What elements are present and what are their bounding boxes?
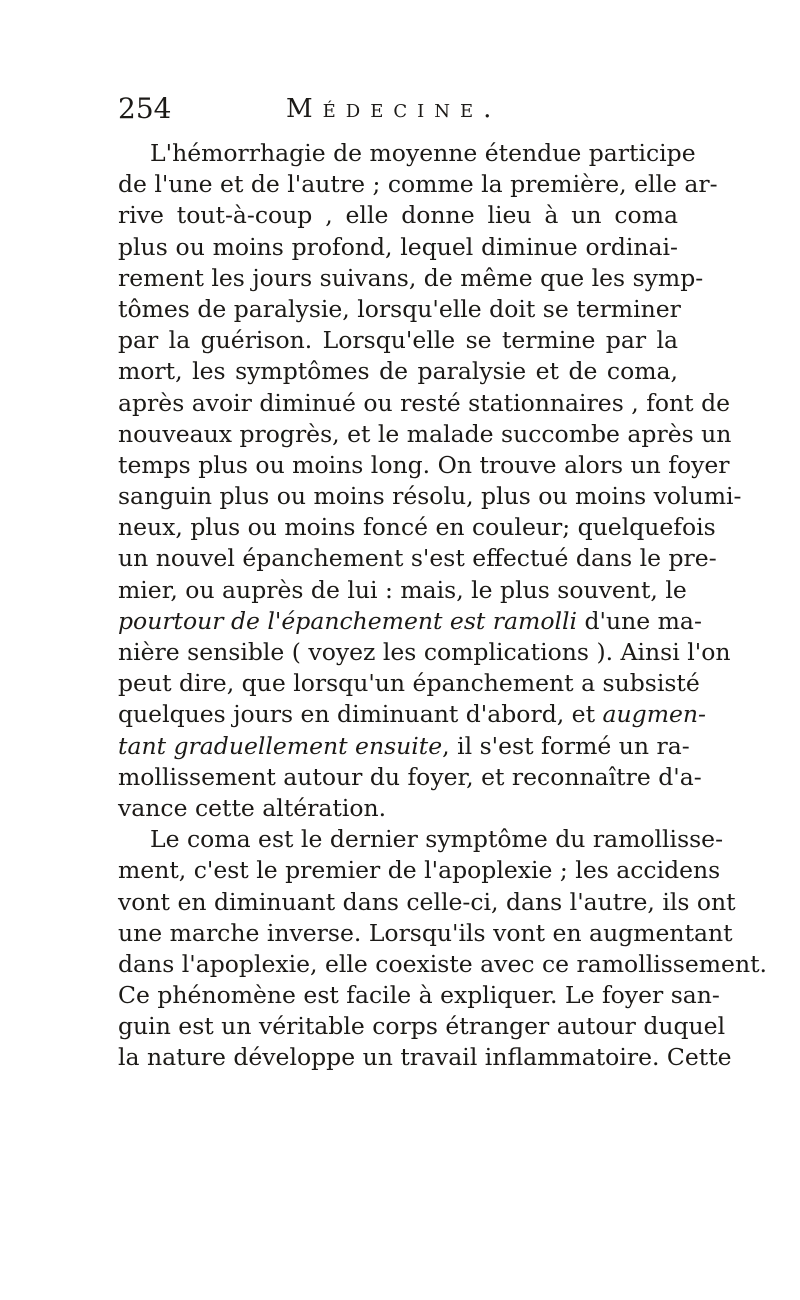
italic-text: augmen- xyxy=(602,700,706,729)
page-header xyxy=(118,92,698,132)
running-head: Médecine. xyxy=(286,94,502,124)
text-line: mier, ou auprès de lui : mais, le plus souvent, le xyxy=(118,575,687,604)
italic-text: pourtour de l'épanchement est ramolli xyxy=(118,606,578,635)
text-line: par la guérison. Lorsqu'elle se termine par la xyxy=(118,326,678,355)
italic-text: tant graduellement ensuite xyxy=(118,731,443,760)
text-line: rive tout-à-coup , elle donne lieu à un coma xyxy=(118,201,678,230)
text-line: Ce phénomène est facile à expliquer. Le foyer san- xyxy=(118,981,720,1010)
text-line: ment, c'est le premier de l'apoplexie ; les accidens xyxy=(118,856,721,885)
text-line: L'hémorrhagie de moyenne étendue participe xyxy=(150,139,696,167)
text-line: nière sensible ( voyez les complications ). Ainsi l'on xyxy=(118,638,731,666)
text-line: après avoir diminué ou resté stationnaires , font de xyxy=(118,388,731,417)
text-line: la nature développe un travail inflammatoire. Cette xyxy=(118,1043,732,1072)
text-line xyxy=(118,731,690,762)
text-line: vont en diminuant dans celle-ci, dans l'autre, ils ont xyxy=(118,887,736,916)
text-segment: , il s'est formé un ra- xyxy=(442,731,690,760)
text-line: un nouvel épanchement s'est effectué dans le pre- xyxy=(118,544,717,573)
text-segment: quelques jours en diminuant d'abord, et xyxy=(118,700,603,729)
text-line: sanguin plus ou moins résolu, plus ou moins volumi- xyxy=(118,482,742,511)
text-line: rement les jours suivans, de même que les symp- xyxy=(118,263,704,292)
text-line: plus ou moins profond, lequel diminue ordinai- xyxy=(118,232,678,261)
text-line: dans l'apoplexie, elle coexiste avec ce ramollissement. xyxy=(118,949,768,978)
text-line: vance cette altération. xyxy=(118,793,387,822)
text-line xyxy=(118,699,706,730)
text-line: tômes de paralysie, lorsqu'elle doit se terminer xyxy=(118,294,681,323)
text-line: mort, les symptômes de paralysie et de coma, xyxy=(118,357,678,386)
page-number: 254 xyxy=(118,92,172,125)
text-segment: d'une ma- xyxy=(577,606,702,635)
text-line: mollissement autour du foyer, et reconnaître d'a- xyxy=(118,762,702,791)
text-line: une marche inverse. Lorsqu'ils vont en augmentant xyxy=(118,918,733,947)
text-line: neux, plus ou moins foncé en couleur; quelquefois xyxy=(118,513,716,542)
text-line: guin est un véritable corps étranger autour duquel xyxy=(118,1012,726,1041)
text-line: peut dire, que lorsqu'un épanchement a subsisté xyxy=(118,669,700,698)
text-line: nouveaux progrès, et le malade succombe après un xyxy=(118,419,732,448)
text-line: temps plus ou moins long. On trouve alors un foyer xyxy=(118,450,730,479)
body-text xyxy=(118,138,768,1074)
text-line xyxy=(118,606,702,637)
text-line: de l'une et de l'autre ; comme la première, elle ar- xyxy=(118,170,718,199)
text-line: Le coma est le dernier symptôme du ramollisse- xyxy=(150,825,724,854)
